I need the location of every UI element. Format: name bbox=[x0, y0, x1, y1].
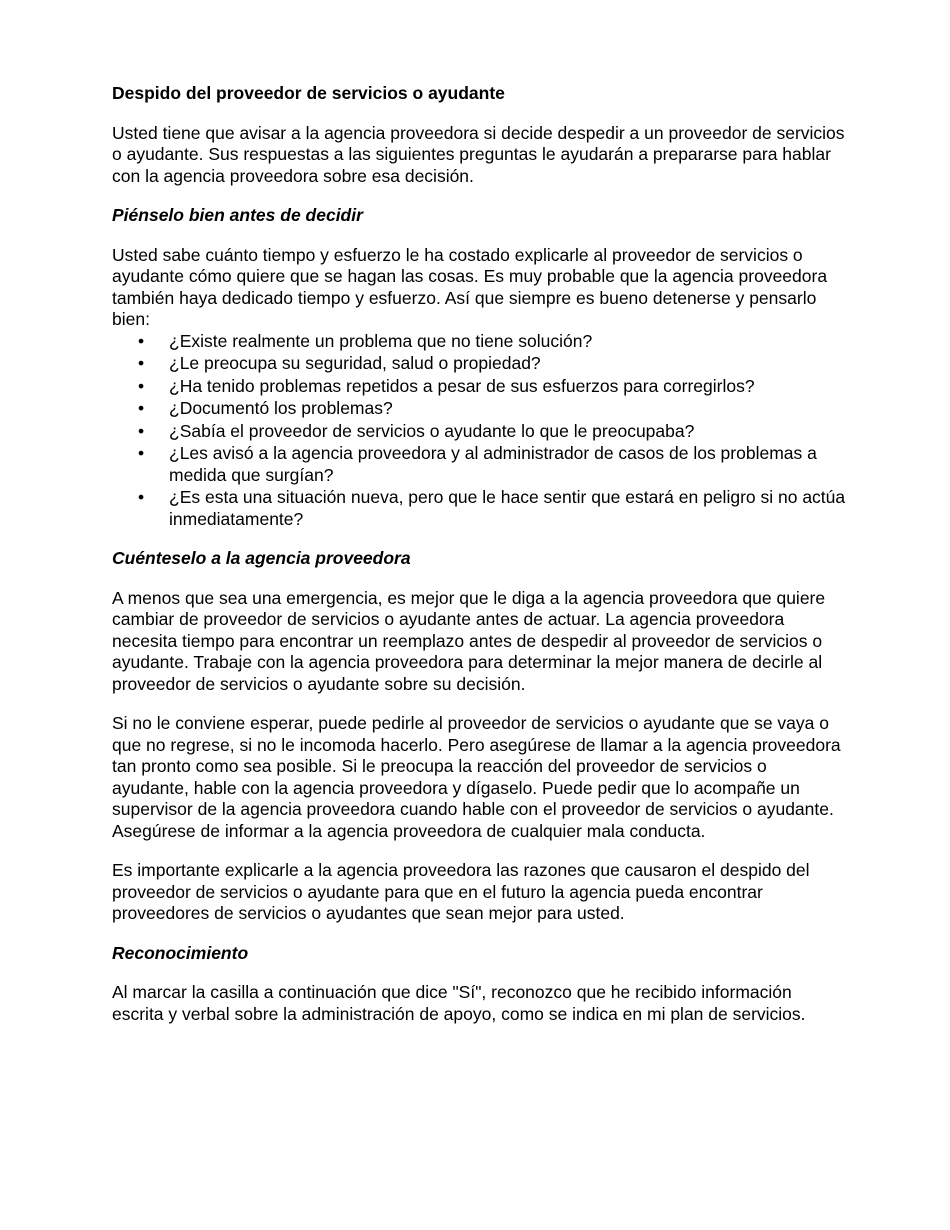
list-item-text: ¿Les avisó a la agencia proveedora y al administrador de casos de los problemas a medida que surgían? bbox=[169, 443, 817, 485]
tell-agency-paragraph-2: Si no le conviene esperar, puede pedirle al proveedor de servicios o ayudante que se vaya o que no regrese, si no le incomoda hacerlo. Pero asegúrese de llamar a la agencia proveedora tan pronto como sea posible. Si le preocupa la reacción del proveedor de servicios o ayudante, hable con la agencia proveedora y dígaselo. Puede pedir que lo acompañe un supervisor de la agencia proveedora cuando hable con el proveedor de servicios o ayudante. Asegúrese de informar a la agencia proveedora de cualquier mala conducta. bbox=[112, 713, 841, 841]
list-item-text: ¿Documentó los problemas? bbox=[169, 398, 393, 418]
section-heading-think: Piénselo bien antes de decidir bbox=[112, 205, 363, 225]
tell-agency-paragraph-1: A menos que sea una emergencia, es mejor que le diga a la agencia proveedora que quiere cambiar de proveedor de servicios o ayudante antes de actuar. La agencia proveedora necesita tiempo para encontrar un reemplazo antes de despedir al proveedor de servicios o ayudante. Trabaje con la agencia proveedora para determinar la mejor manera de decirle al proveedor de servicios o ayudante sobre su decisión. bbox=[112, 587, 826, 694]
document-page bbox=[112, 83, 847, 1043]
intro-paragraph: Usted tiene que avisar a la agencia proveedora si decide despedir a un proveedor de servicios o ayudante. Sus respuestas a las siguientes preguntas le ayudarán a prepararse para hablar con la agencia proveedora sobre esa decisión. bbox=[112, 122, 845, 186]
list-item bbox=[112, 331, 847, 353]
list-item bbox=[112, 487, 847, 530]
bullet-icon: • bbox=[138, 375, 145, 396]
bullet-icon: • bbox=[138, 487, 145, 507]
think-paragraph: Usted sabe cuánto tiempo y esfuerzo le ha costado explicarle al proveedor de servicios o ayudante cómo quiere que se hagan las cosas. Es muy probable que la agencia proveedora también haya dedicado tiempo y esfuerzo. Así que siempre es bueno detenerse y pensarlo bien: bbox=[112, 244, 828, 329]
list-item-text: ¿Ha tenido problemas repetidos a pesar de sus esfuerzos para corregirlos? bbox=[169, 375, 755, 396]
list-item-text: ¿Existe realmente un problema que no tiene solución? bbox=[169, 330, 593, 351]
document-title: Despido del proveedor de servicios o ayudante bbox=[112, 83, 505, 103]
question-list bbox=[112, 331, 847, 531]
acknowledgement-paragraph: Al marcar la casilla a continuación que dice "Sí", reconozco que he recibido información escrita y verbal sobre la administración de apoyo, como se indica en mi plan de servicios. bbox=[112, 982, 806, 1024]
list-item-text: ¿Sabía el proveedor de servicios o ayudante lo que le preocupaba? bbox=[169, 420, 695, 441]
list-item bbox=[112, 443, 847, 486]
section-heading-acknowledgement: Reconocimiento bbox=[112, 942, 249, 963]
bullet-icon: • bbox=[138, 330, 145, 351]
bullet-icon: • bbox=[138, 353, 145, 373]
list-item bbox=[112, 376, 847, 398]
list-item bbox=[112, 398, 847, 420]
list-item bbox=[112, 421, 847, 443]
list-item-text: ¿Es esta una situación nueva, pero que le hace sentir que estará en peligro si no actúa inmediatamente? bbox=[169, 487, 846, 529]
section-heading-tell-agency: Cuénteselo a la agencia proveedora bbox=[112, 548, 411, 568]
bullet-icon: • bbox=[138, 443, 145, 463]
bullet-icon: • bbox=[138, 398, 145, 418]
list-item bbox=[112, 353, 847, 375]
list-item-text: ¿Le preocupa su seguridad, salud o propiedad? bbox=[169, 353, 541, 373]
bullet-icon: • bbox=[138, 420, 145, 441]
tell-agency-paragraph-3: Es importante explicarle a la agencia proveedora las razones que causaron el despido del proveedor de servicios o ayudante para que en el futuro la agencia pueda encontrar proveedores de servicios o ayudantes que sean mejor para usted. bbox=[112, 860, 810, 923]
